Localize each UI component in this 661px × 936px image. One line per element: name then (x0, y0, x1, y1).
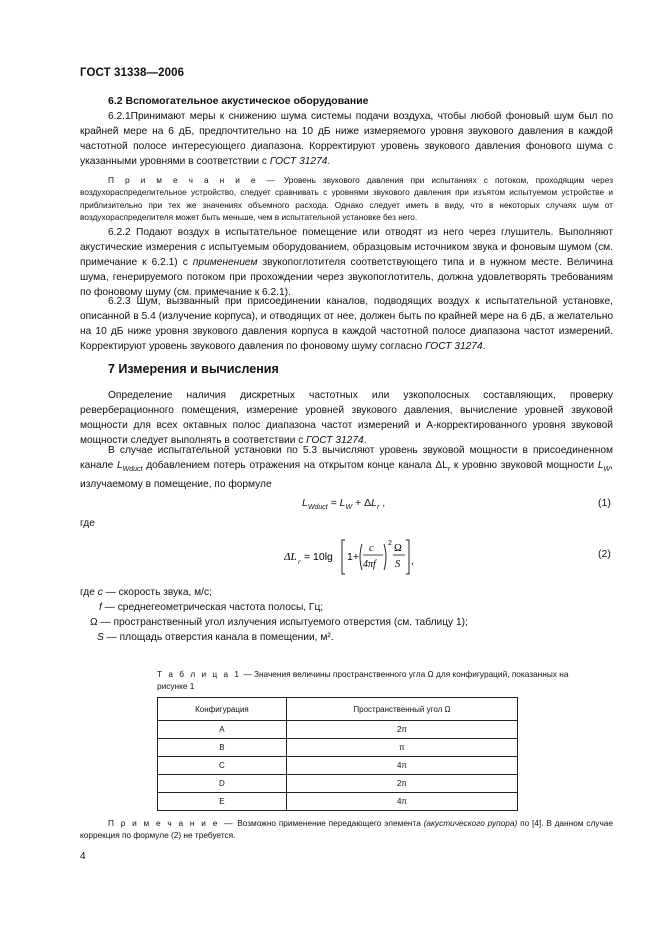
table-header-cell: Пространственный угол Ω (286, 698, 517, 721)
definition-c: где c — скорость звука, м/с; (80, 587, 212, 598)
where-label: где (80, 518, 95, 529)
symbol-definitions (80, 585, 613, 645)
table-1-caption: Т а б л и ц а 1 — Значения величины пространственного угла Ω для конфигураций, показанных на рисунке 1 (157, 669, 569, 691)
table-row (158, 721, 518, 739)
paragraph-6-2-2: 6.2.2 Подают воздух в испытательное помещение или отводят из него через глушитель. Выполняют акустические измерения с испытуемым оборудованием, образцовым источником звука и фоновым шумом (см. примечание к 6.2.1) с применением звукопоглотителя соответствующего типа и в нужном месте. Величина шума, генерируемого потоком при прохождении через звукопоглотитель, должна удовлетворять требованиям по фоновому шуму (см. примечание к 6.2.1). (80, 227, 613, 298)
section-6-2-heading: 6.2 Вспомогательное акустическое оборудование (108, 95, 369, 107)
formula-1-number: (1) (598, 497, 611, 509)
standard-reference: ГОСТ 31274 (425, 341, 483, 352)
formula-2-number: (2) (598, 548, 611, 560)
table-cell: π (286, 739, 517, 757)
table-row (158, 739, 518, 757)
svg-text:Ω: Ω (394, 543, 402, 554)
table-row (158, 757, 518, 775)
note-label: П р и м е ч а н и е — (108, 175, 277, 185)
svg-text:1+: 1+ (347, 551, 359, 563)
table-header-cell: Конфигурация (158, 698, 287, 721)
svg-text:2: 2 (388, 540, 392, 547)
svg-text:4πf: 4πf (363, 559, 376, 570)
table-row (158, 775, 518, 793)
table-cell: A (158, 721, 287, 739)
table-row (158, 793, 518, 811)
svg-text:S: S (395, 559, 401, 570)
paragraph-7-1: Определение наличия дискретных частотных или узкополосных составляющих, проверку реверберационного помещения, измерение уровней звукового давления, вычисление уровней звуковой мощности для всех октавных полос диапазона частот измерений и А-корректированного уровня звуковой мощности следует выполнять в соответствии с ГОСТ 31274. (80, 390, 613, 446)
table-cell: D (158, 775, 287, 793)
table-cell: 4π (286, 757, 517, 775)
table-cell: B (158, 739, 287, 757)
formula-2 (284, 534, 424, 576)
table-cell: 2π (286, 775, 517, 793)
standard-reference: ГОСТ 31274 (269, 156, 328, 167)
table-1-note: П р и м е ч а н и е — Возможно применение передающего элемента (акустического рупора) по [4]. В данном случае коррекция по формуле (2) не требуется. (80, 818, 614, 841)
formula-1: $L_{Wduct} = L_W + \Delta L_r$ , (302, 497, 386, 512)
paragraph-7-2: В случае испытательной установки по 5.3 вычисляют уровень звуковой мощности в присоединенном канале $L_{Wduct}$ добавлением потерь отражения на открытом конце канала $\Delta L_r$ к уровню звуковой мощности $L_W$, излучаемому в помещение, по формуле (80, 445, 613, 491)
svg-text:c: c (369, 543, 374, 554)
table-header-row (158, 698, 518, 721)
note-label: П р и м е ч а н и е — (108, 818, 235, 828)
table-cell: C (158, 757, 287, 775)
page-number: 4 (80, 851, 86, 862)
table-cell: 4π (286, 793, 517, 811)
standard-reference: ГОСТ 31274 (306, 435, 364, 446)
section-7-heading: 7 Измерения и вычисления (108, 362, 279, 376)
table-label: Т а б л и ц а 1 (157, 669, 242, 679)
table-cell: 2π (286, 721, 517, 739)
paragraph-6-2-1: 6.2.1Принимают меры к снижению шума системы подачи воздуха, чтобы любой фоновый шум был по крайней мере на 6 дБ, предпочтительно на 10 дБ ниже измеряемого уровня звукового давления в каждой частотной полосе интересующего диапазона. Корректируют уровень звукового давления фонового шума с указанными уровнями в соответствии с ГОСТ 31274. (80, 111, 613, 167)
formula-2-graphic (284, 534, 424, 578)
document-header: ГОСТ 31338—2006 (80, 67, 185, 79)
paragraph-6-2-3: 6.2.3 Шум, вызванный при присоединении каналов, подводящих воздух к испытательной установке, описанной в 5.4 (излучение корпуса), и отводящих от нее, должен быть по крайней мере на 6 дБ, а желательно на 10 дБ ниже уровня звукового давления корпуса в каждой частотной полосе диапазона частот измерений. Корректируют уровень звукового давления по фоновому шуму согласно ГОСТ 31274. (80, 296, 613, 352)
definition-omega: Ω — пространственный угол излучения испытуемого отверстия (см. таблицу 1); (90, 617, 468, 628)
table-1 (157, 697, 518, 811)
svg-text:= 10lg: = 10lg (304, 551, 333, 563)
table-cell: E (158, 793, 287, 811)
note-6-2-1: П р и м е ч а н и е — Уровень звукового давления при испытаниях с потоком, проходящим через воздухораспределительное устройство, следует сравнивать с уровнями звукового давления при изъятом испытуемом устройстве и приблизительно при тех же значениях объемного расхода. Однако следует иметь в виду, что в некоторых случаях шум от воздухораспределителя может быть меньше, чем в испытательной установке без него. (80, 175, 614, 222)
svg-text:r: r (298, 558, 301, 566)
definition-f: f — среднегеометрическая частота полосы, Гц; (99, 602, 324, 613)
definition-s: S — площадь отверстия канала в помещении, м². (97, 632, 334, 643)
svg-text:ΔL: ΔL (284, 551, 297, 563)
svg-text:,: , (411, 555, 414, 567)
